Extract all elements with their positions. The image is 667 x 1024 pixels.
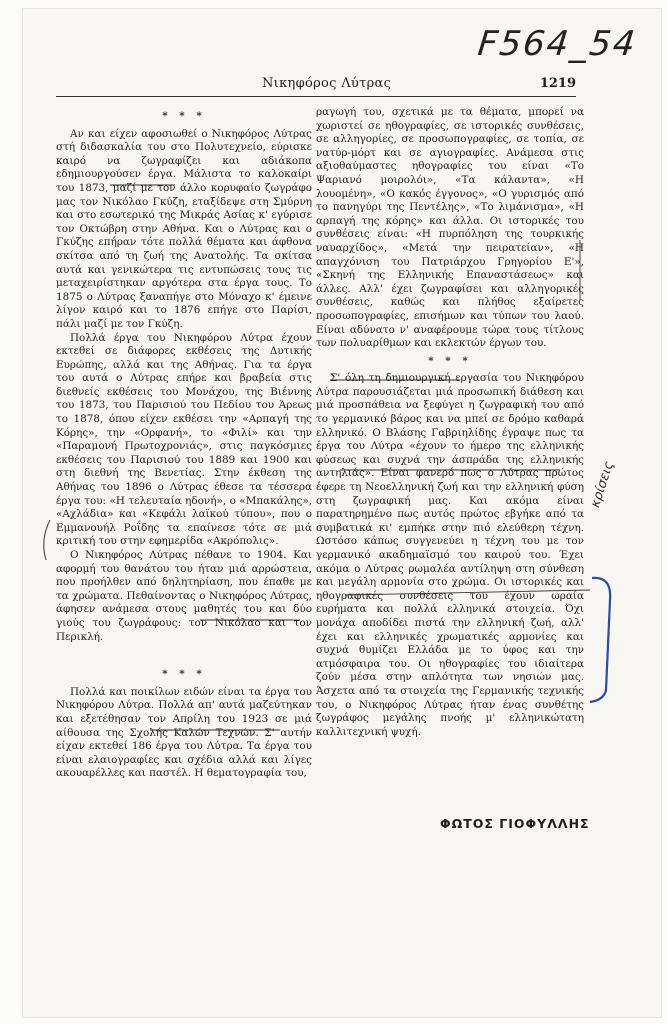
paragraph: Σ' όλη τη δημιουργική εργασία του Νικηφόρου Λύτρα παρουσιάζεται μιά προσωπική διάθεση και μιά προσπάθεια να ξεφύγει η ζωγραφική του από το γερμανικό βάρος και να μπεί σε δρόμο καθαρά ελληνικό. Ο Βλάσης Γαβριηλίδης έγραψε πως τα έργα του Λύτρα «έχουν το ήμερο της ελληνικής φύσεως και συχνά την άσπράδα της ελληνικής αντηλιάς». Είναι φανερό πως ο Λύτρας πρώτος έφερε τη Νεοελληνική ζωή και την ελληνική φύση στη ζωγραφική μας. Και ακόμα είναι παρατηρημένο πως αυτός πρώτος εβγήκε από τα συμβατικά κι' εμπήκε στην πιό ελεύθερη τέχνη. Ωστόσο κάπως συγγενεύει η τέχνη του με τον γερμανικό ακαδημαϊσμό του καιρού του. Έχει ακόμα ο Λύτρας ρωμαλέα αντίληψη στη σύνθεση και μεγάλη αρμονία στο χρώμα. Οι ιστορικές και ηθογραφικές συνθέσεις του έχουν ωραία ευρήματα και πολλά ελληνικά στοιχεία. Όχι μονάχα αποδίδει πιστά την ελληνική ζωή, αλλ' έχει και ελληνικές χρωματικές αρμονίες και συχνά θυμίζει Ελλάδα με το ύφος και την ατμόσφαιρα του. Οι ηθογραφίες του ιδιαίτερα ζούν μέσα στην απλότητα των νησιών μας. Άσχετα από τα στοιχεία της Γερμανικής τεχνικής του, ο Νικηφόρος Λύτρας ήταν ένας συνθέτης ζωγράφος μεγάλης πνοής μ' ελληνικώτατη καλλιτεχνική ψυχή. — [316, 372, 584, 738]
running-header — [56, 74, 576, 97]
paragraph: Ο Νικηφόρος Λύτρας πέθανε το 1904. Και αφορμή του θανάτου του ήταν μιά αρρώστεια, που προήλθεν από δηλητηρίαση, που έπαθε με τα χρώματα. Πεθαίνοντας ο Νικηφόρος Λύτρας, άφησεν ανάμεσα στους μαθητές του και δύο γιούς του ζωγράφους: τον Νικόλαο και τον Περικλή. — [56, 549, 312, 643]
left-column — [56, 106, 312, 781]
paragraph: ραγωγή του, σχετικά με τα θέματα, μπορεί να χωριστεί σε ηθογραφίες, σε ιστορικές συνθέσεις, σε αλληγορίες, σε προσωπογραφίες, σε τοπία, σε νατύρ-μόρτ και σε αγιογραφίες. Ανάμεσα στις αξιοθαύμαστες ηθογραφίες του είναι «Το Ψαριανό μοιρολόι», «Τα κάλαντα», «Η λουομένη», «Ο κακός έγγονος», «Ο γυρισμός από το πανηγύρι της Πεντέλης», «Το λιμάνισμα», «Η αρπαγή της κόρης» και άλλα. Οι ιστορικές του συνθέσεις είναι: «Η πυρπόληση της τουρκικής ναυαρχίδος», «Μετά την πειρατείαν», «Η απαγχόνιση του Πατριάρχου Γρηγορίου Ε'», «Σκηνή της Ελληνικής Επαναστάσεως» και άλλες. Αλλ' έχει ζωγραφίσει και αλληγορικές συνθέσεις, καθώς και πλήθος εξαίρετες προσωπογραφίες, επισήμων και τύπων του λαού. Είναι αδύνατο ν' αναφέρουμε τώρα τους τίτλους των πολυαρίθμων και εκλεκτών έργων του. — [316, 106, 584, 350]
handwritten-reference: F564_54 — [475, 24, 639, 64]
section-separator: * * * — [162, 110, 206, 122]
running-title: Νικηφόρος Λύτρας — [262, 76, 392, 91]
paragraph: Πολλά έργα του Νικηφόρου Λύτρα έχουν εκτεθεί σε διάφορες εκθέσεις της Δυτικής Ευρώπης, αλλά και της Αθήνας. Για τα έργα του αυτά ο Λύτρας επήρε και βραβεία στις διεθνείς εκθέσεις του Μονάχου, της Βιέννης του 1873, του Παρισιού του Πεδίου του Άρεως το 1878, όπου είχεν εκθέσει την «Αρπαγή της Κόρης», την «Ορφανή», το «Φιλί» και την «Παραμονή Πρωτοχρονιάς», στις παγκόσμιες εκθέσεις του Παρισιού του 1889 και 1900 και στη διεθνή της Βενετίας. Στην έκθεση της Αθήνας του 1896 ο Λύτρας έθεσε τα τέσσερα έργα του: «Η τελευταία ηδονή», ο «Μπακάλης», «Αχλάδια» και «Κεφάλι λαϊκού τύπου», που ο Εμμανουήλ Ροΐδης τα επαίνεσε τότε σε μιά κριτική του στην εφημερίδα «Ακρόπολις». — [56, 331, 312, 548]
page-number: 1219 — [539, 76, 576, 91]
paragraph: Πολλά και ποικίλων ειδών είναι τα έργα του Νικηφόρου Λύτρα. Πολλά απ' αυτά μαζεύτηκαν και εξετέθησαν τον Απρίλη του 1923 σε μιά αίθουσα της Σχολής Καλών Τεχνών. Σ' αυτήν είχαν εκτεθεί 186 έργα του Λύτρα. Τα έργα του είναι ελαιογραφίες και σχέδια αλλά και λίγες ακουαρέλλες και παστέλ. Η θεματογραφία του, — [56, 685, 312, 780]
section-separator: * * * — [162, 668, 206, 681]
paragraph: Αν και είχεν αφοσιωθεί ο Νικηφόρος Λύτρας στή διδασκαλία του στο Πολυτεχνείο, εύρισκε καιρό να ζωγραφίζει και αδιάκοπα εδημιουργούσεν έργα. Μάλιστα το καλοκαίρι του 1873, μαζί με τον άλλο κορυφαίο ζωγράφο μας τον Νικόλαο Γκύζη, εταξίδεψε στη Σμύρνη και στο εσωτερικό της Μικράς Ασίας κ' εγύρισε τον Οκτώβρη στην Αθήνα. Και ο Λύτρας και ο Γκύζης επήραν τότε πολλά θέματα και άφθονα σκίτσα από τη ζωή της Ανατολής. Τα σκίτσα αυτά και γενικώτερα τις εντυπώσεις τους τις μεταχειρίστηκαν αργότερα στα έργα τους. Το 1875 ο Λύτρας ξαναπήγε στο Μόναχο κ' έμεινε λίγον καιρό και το 1876 επήγε στο Παρίσι, πάλι μαζί με τον Γκύζη. — [56, 127, 312, 330]
section-separator: * * * — [428, 354, 472, 367]
right-column — [316, 106, 584, 739]
margin-note: κρίσεις — [588, 459, 617, 510]
author-signature: ΦΩΤΟΣ ΓΙΟΦΥΛΛΗΣ — [440, 816, 590, 831]
